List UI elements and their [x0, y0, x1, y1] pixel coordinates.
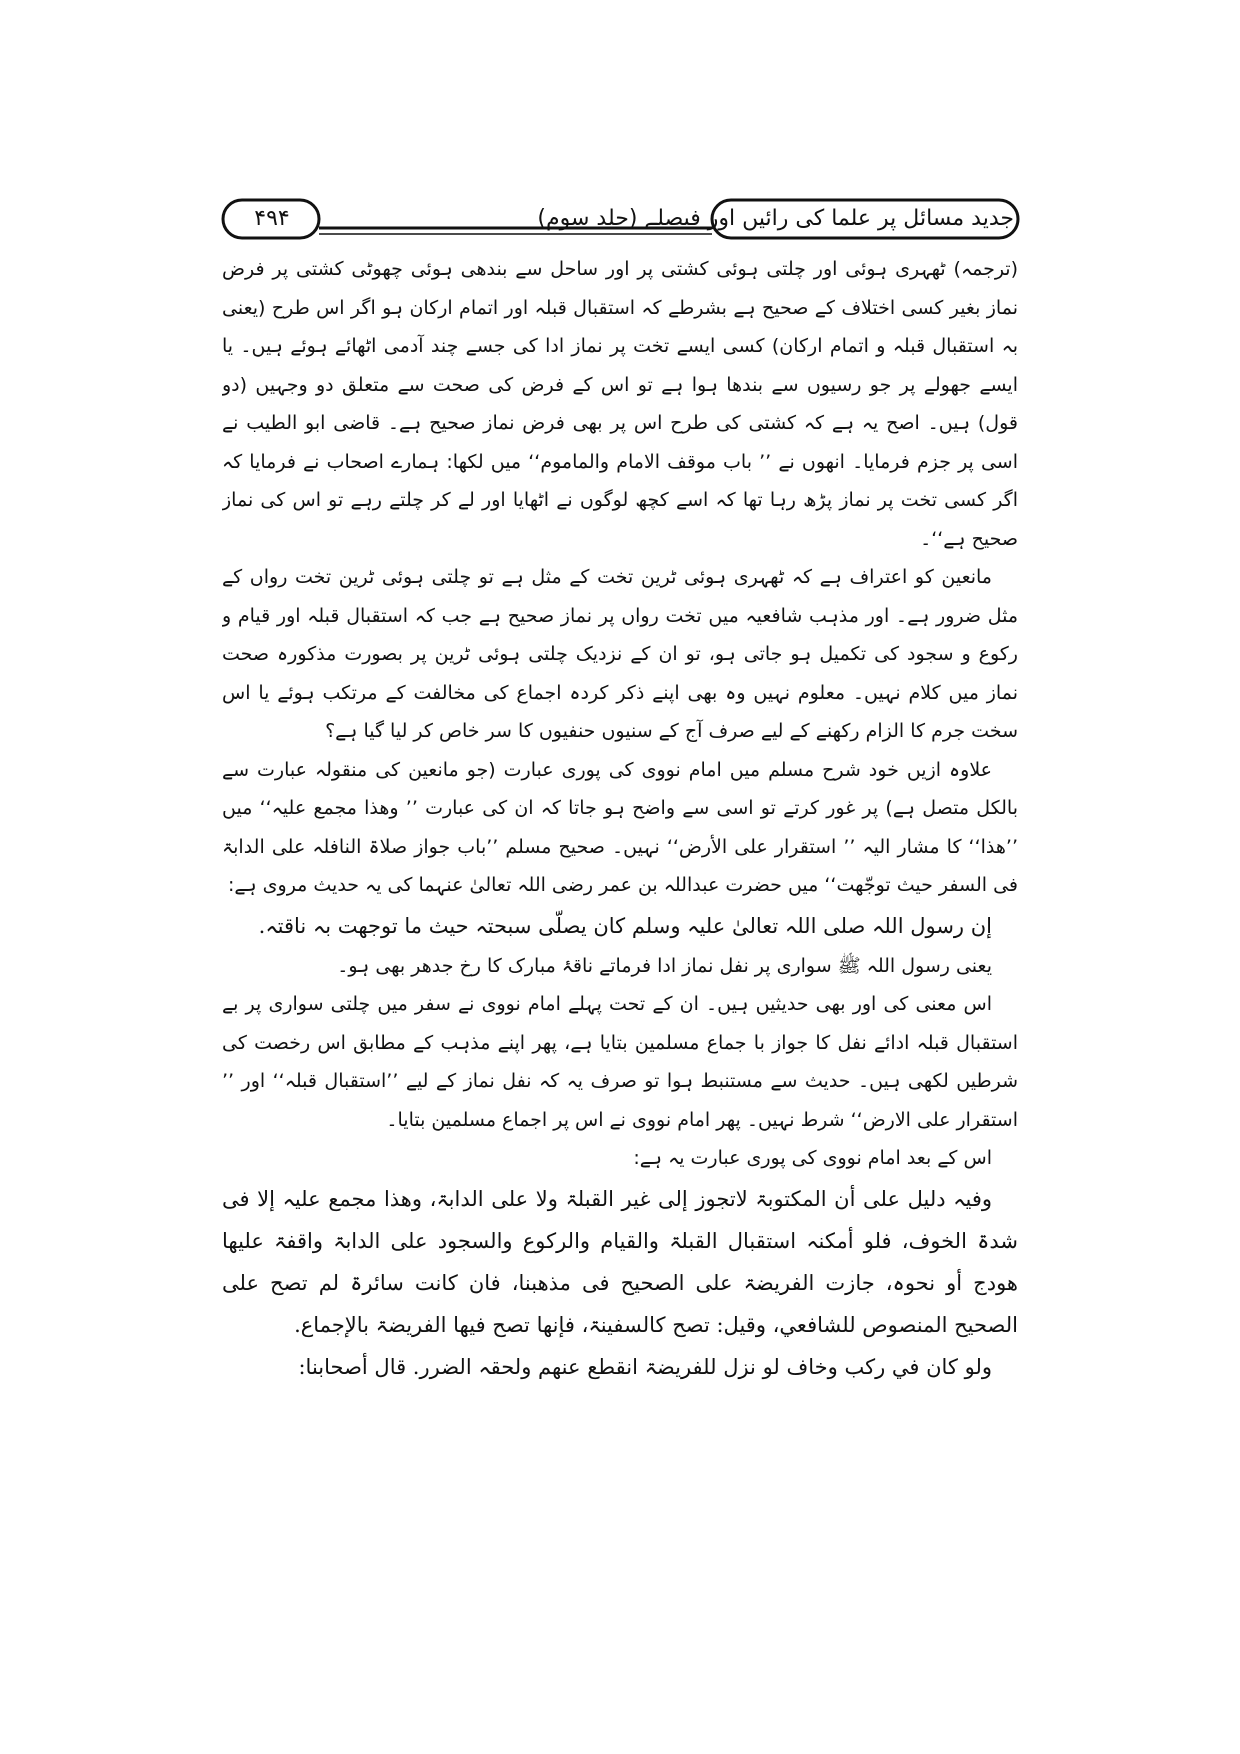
nawawi-quote-arabic: وفیہ دلیل علی أن المکتوبۃ لاتجوز إلی غیر القبلۃ ولا علی الدابۃ، وھذا مجمع علیہ إلا فی شدۃ الخوف، فلو أمکنہ استقبال القبلۃ والقیام والرکوع والسجود علی الدابۃ واقفۃ علیھا ھودج أو نحوہ، جازت الفریضۃ علی الصحیح فی مذھبنا، فان کانت سائرۃ لم تصح علی الصحیح المنصوص للشافعي، وقیل: تصح کالسفینۃ، فإنھا تصح فیھا الفریضۃ بالإجماع.: [222, 1186, 1018, 1337]
book-title: جدید مسائل پر علما کی رائیں اور فیصلے (جلد سوم): [537, 206, 1014, 231]
hadith-arabic: إن رسول اللہ صلی اللہ تعالیٰ علیہ وسلم کان یصلّی سبحتہ حیث ما توجھت بہ ناقتہ.: [258, 913, 992, 938]
paragraph-objection: مانعین کو اعتراف ہے کہ ٹھہری ہوئی ٹرین تخت کے مثل ہے تو چلتی ہوئی ٹرین تخت رواں کے مثل ضرور ہے۔ اور مذہب شافعیہ میں تخت رواں پر نماز صحیح ہے جب کہ استقبال قبلہ اور قیام و رکوع و سجود کی تکمیل ہو جاتی ہو، تو ان کے نزدیک چلتی ہوئی ٹرین پر بصورت مذکورہ صحت نماز میں کلام نہیں۔ معلوم نہیں وہ بھی اپنے ذکر کردہ اجماع کی مخالفت کے مرتکب ہوئے یا اس سخت جرم کا الزام رکھنے کے لیے صرف آج کے سنیوں حنفیوں کا سر خاص کر لیا گیا ہے؟: [222, 566, 1018, 742]
page-body: [222, 250, 1018, 1430]
hadith-translation: یعنی رسول اللہ ﷺ سواری پر نفل نماز ادا فرماتے ناقۂ مبارک کا رخ جدھر بھی ہو۔: [337, 954, 992, 977]
page-header: [220, 196, 1020, 242]
nawawi-quote-arabic-continued: ولو کان في رکب وخاف لو نزل للفریضۃ انقطع عنھم ولحقہ الضرر. قال أصحابنا:: [298, 1354, 992, 1379]
paragraph-explanation: اس معنی کی اور بھی حدیثیں ہیں۔ ان کے تحت پہلے امام نووی نے سفر میں چلتی سواری پر بے استقبال قبلہ ادائے نفل کا جواز با جماع مسلمین بتایا ہے، پھر اپنے مذہب کے مطابق اس رخصت کی شرطیں لکھی ہیں۔ حدیث سے مستنبط ہوا تو صرف یہ کہ نفل نماز کے لیے ’’استقبال قبلہ‘‘ اور ’’ استقرار علی الارض‘‘ شرط نہیں۔ پھر امام نووی نے اس پر اجماع مسلمین بتایا۔: [222, 993, 1018, 1131]
paragraph-sharh-muslim: علاوہ ازیں خود شرح مسلم میں امام نووی کی پوری عبارت (جو مانعین کی منقولہ عبارت سے بالکل متصل ہے) پر غور کرتے تو اسی سے واضح ہو جاتا کہ ان کی عبارت ’’ وھذا مجمع علیہ‘‘ میں ’’ھذا‘‘ کا مشار الیہ ’’ استقرار علی الأرض‘‘ نہیں۔ صحیح مسلم ’’باب جواز صلاۃ النافلہ علی الدابۃ فی السفر حیث توجّھت‘‘ میں حضرت عبداللہ بن عمر رضی اللہ تعالیٰ عنہما کی یہ حدیث مروی ہے:: [222, 758, 1018, 896]
page-number: ۴۹۴: [254, 206, 290, 231]
paragraph-translation: (ترجمہ) ٹھہری ہوئی اور چلتی ہوئی کشتی پر اور ساحل سے بندھی ہوئی چھوٹی کشتی پر فرض نماز بغیر کسی اختلاف کے صحیح ہے بشرطے کہ استقبال قبلہ اور اتمام ارکان ہو اگر اس طرح (یعنی بہ استقبال قبلہ و اتمام ارکان) کسی ایسے تخت پر نماز ادا کی جسے چند آدمی اٹھائے ہوئے ہیں۔ یا ایسے جھولے پر جو رسیوں سے بندھا ہوا ہے تو اس کے فرض کی صحت سے متعلق دو وجہیں (دو قول) ہیں۔ اصح یہ ہے کہ کشتی کی طرح اس پر بھی فرض نماز صحیح ہے۔ قاضی ابو الطیب نے اسی پر جزم فرمایا۔ انھوں نے ’’ باب موقف الامام والماموم‘‘ میں لکھا: ہمارے اصحاب نے فرمایا کہ اگر کسی تخت پر نماز پڑھ رہا تھا کہ اسے کچھ لوگوں نے اٹھایا اور لے کر چلتے رہے تو اس کی نماز صحیح ہے‘‘۔: [222, 258, 1018, 550]
paragraph-intro-quote: اس کے بعد امام نووی کی پوری عبارت یہ ہے:: [633, 1147, 992, 1169]
